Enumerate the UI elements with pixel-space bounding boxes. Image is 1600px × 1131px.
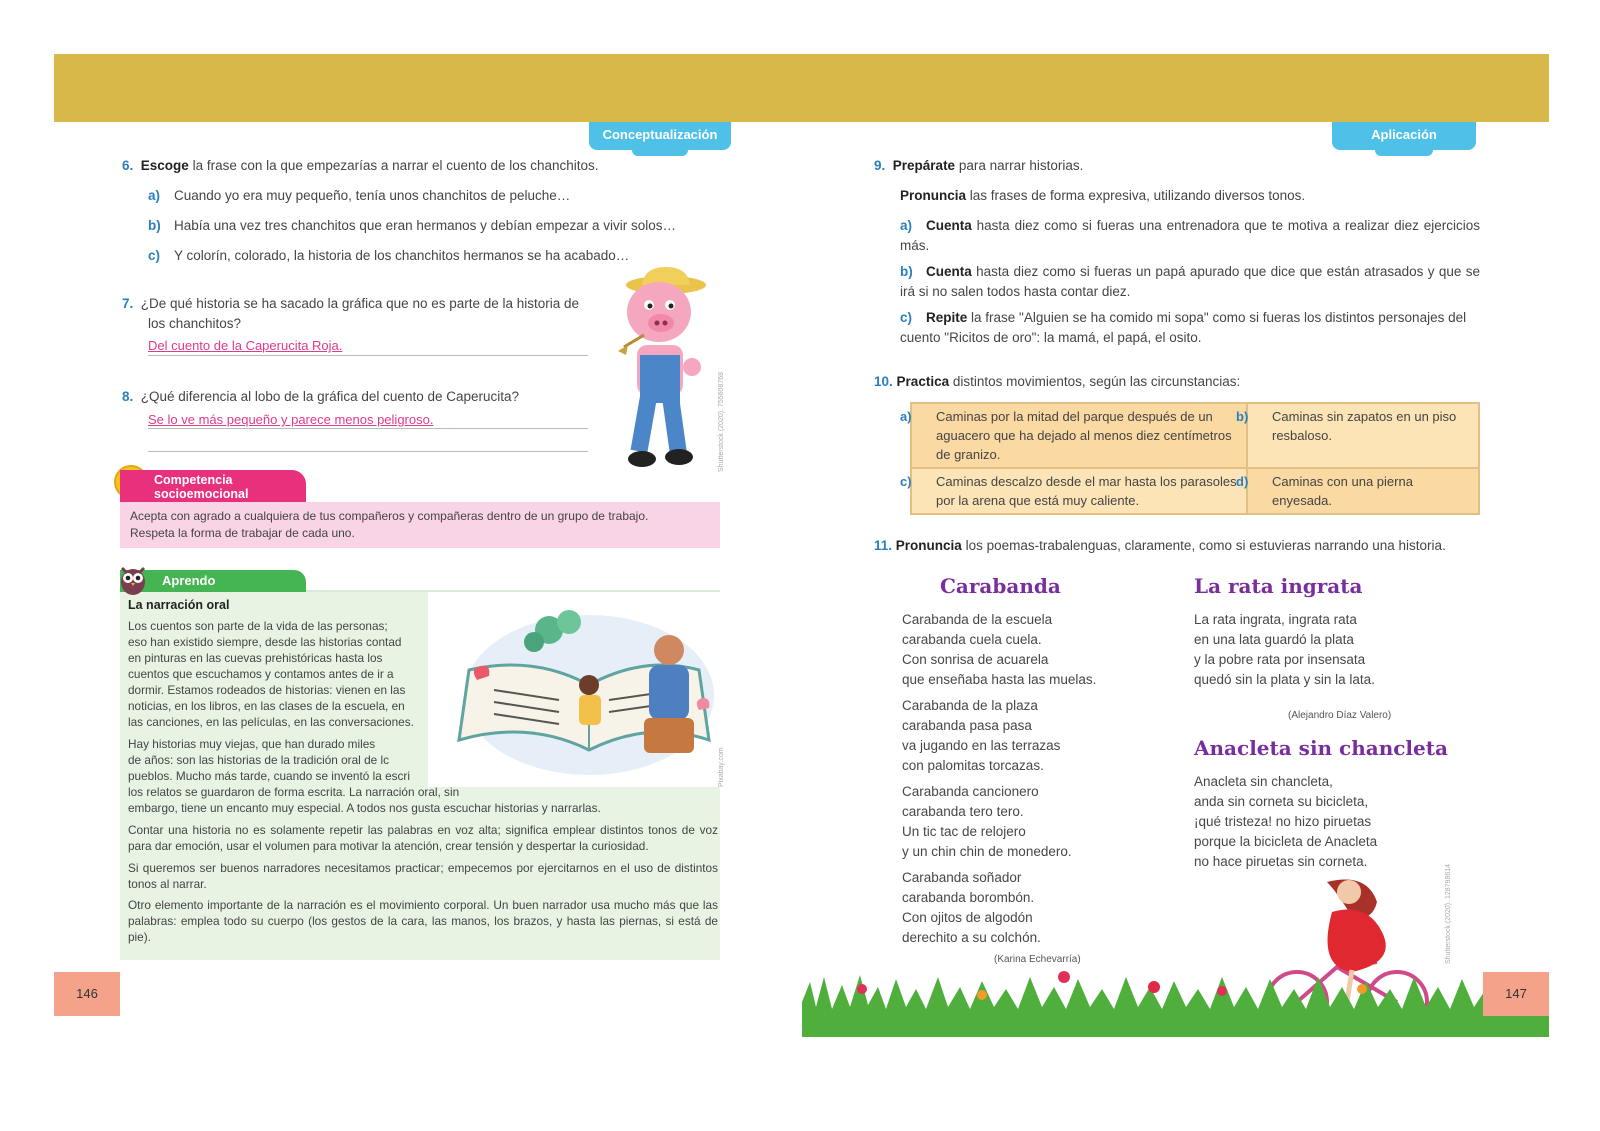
table-cell-c	[900, 468, 1247, 514]
answer-7[interactable]: Del cuento de la Caperucita Roja.	[148, 338, 343, 353]
image-credit-pig: Shutterstock (2020). 755608768	[718, 371, 725, 472]
instruction-verb: Pronuncia	[900, 188, 967, 203]
competencia-title-1: Competencia	[154, 473, 233, 487]
cell-text: Caminas por la mitad del parque después de un aguacero que ha dejado al menos diez centímetros de granizo.	[936, 409, 1232, 462]
poem-line: que enseñaba hasta las muelas.	[902, 672, 1097, 687]
stanza	[902, 696, 1096, 776]
item-text: hasta diez como si fueras un papá apurado que dice que están atrasados y que se irá si no salen todos hasta contar diez.	[900, 264, 1480, 299]
poem-line: carabanda cuela cuela.	[902, 632, 1042, 647]
poem-line: y la pobre rata por insensata	[1194, 652, 1366, 667]
cell-letter: b)	[1236, 409, 1249, 424]
poem-credit-rata: (Alejandro Díaz Valero)	[1288, 710, 1392, 721]
question-number: 8.	[122, 389, 134, 404]
question-7-line2: los chanchitos?	[148, 316, 242, 331]
answer-line	[148, 451, 588, 452]
poem-line: Carabanda de la escuela	[902, 612, 1053, 627]
question-11	[874, 536, 1446, 556]
question-number: 9.	[874, 158, 886, 173]
item-verb: Cuenta	[926, 218, 972, 233]
instruction-verb: Escoge	[140, 158, 189, 173]
movements-table	[900, 402, 1480, 515]
grass-flowers-border	[802, 947, 1549, 1037]
item-a	[900, 216, 1480, 256]
item-text: la frase "Alguien se ha comido mi sopa" como si fueras los distintos personajes del cuento "Ricitos de oro": la mamá, el papá, el osito.	[900, 310, 1467, 345]
owl-icon	[116, 562, 150, 596]
text-line: las canciones, en las películas, en las conversaciones.	[128, 715, 414, 729]
answer-line	[148, 428, 588, 429]
text-line: los relatos se guardaron de forma escrita. La narración oral, sin	[128, 785, 460, 799]
book-spread	[54, 122, 1549, 1037]
question-10	[874, 372, 1240, 392]
item-b	[900, 262, 1480, 302]
option-b[interactable]	[148, 216, 676, 236]
poem-line: Con ojitos de algodón	[902, 910, 1033, 925]
aprendo-header: Aprendo	[120, 570, 306, 592]
option-letter: c)	[148, 248, 161, 263]
poem-line: Carabanda cancionero	[902, 784, 1039, 799]
answer-8[interactable]: Se lo ve más pequeño y parece menos peligroso.	[148, 412, 434, 427]
poem-line: Carabanda de la plaza	[902, 698, 1038, 713]
page-left	[54, 122, 802, 1037]
top-color-band	[54, 54, 1549, 122]
item-letter: b)	[900, 264, 913, 279]
item-verb: Cuenta	[926, 264, 972, 279]
competencia-box	[120, 502, 720, 548]
instruction-verb: Practica	[896, 374, 950, 389]
table-cell-a	[900, 403, 1247, 468]
question-number: 11.	[874, 538, 893, 553]
poem-line: carabanda pasa pasa	[902, 718, 1032, 733]
poem-line: y un chin chin de monedero.	[902, 844, 1072, 859]
poem-line: porque la bicicleta de Anacleta	[1194, 834, 1378, 849]
cell-text: Caminas descalzo desde el mar hasta los parasoles por la arena que está muy caliente.	[936, 474, 1237, 508]
poem-title-anacleta: Anacleta sin chancleta	[1194, 736, 1448, 760]
poem-line: va jugando en las terrazas	[902, 738, 1061, 753]
option-text: Cuando yo era muy pequeño, tenía unos chanchitos de peluche…	[174, 188, 571, 203]
answer-line	[148, 355, 588, 356]
text-line: pueblos. Mucho más tarde, cuando se inventó la escri	[128, 769, 410, 783]
question-text: las frases de forma expresiva, utilizando diversos tonos.	[966, 188, 1306, 203]
question-text: distintos movimientos, según las circunstancias:	[949, 374, 1241, 389]
table-cell-b	[1236, 403, 1479, 468]
item-text: hasta diez como si fueras una entrenadora que te motiva a realizar diez ejercicios más.	[900, 218, 1480, 253]
option-letter: a)	[148, 188, 161, 203]
question-text: los poemas-trabalenguas, claramente, como si estuvieras narrando una historia.	[961, 538, 1446, 553]
instruction-verb: Prepárate	[892, 158, 956, 173]
poem-line: Con sonrisa de acuarela	[902, 652, 1049, 667]
divider	[306, 590, 720, 592]
cell-text: Caminas con una pierna enyesada.	[1272, 474, 1413, 508]
page-number-right: 147	[1483, 972, 1549, 1016]
instruction-verb: Pronuncia	[895, 538, 962, 553]
competencia-title-2: socioemocional	[154, 487, 249, 501]
aprendo-paragraph-1	[128, 618, 428, 730]
item-letter: c)	[900, 310, 913, 325]
competencia-line-2: Respeta la forma de trabajar de cada uno.	[130, 526, 355, 540]
aprendo-paragraph-4: Si queremos ser buenos narradores necesitamos practicar; empecemos por ejercitarnos en el uso de distintos tonos al narrar.	[128, 861, 718, 891]
poem-line: derechito a su colchón.	[902, 930, 1041, 945]
option-text: Había una vez tres chanchitos que eran hermanos y debían empezar a vivir solos…	[174, 218, 677, 233]
question-7	[122, 294, 612, 314]
text-line: en pinturas en las cuevas prehistóricas hasta los	[128, 651, 383, 665]
text-line: eso han existido siempre, desde las historias contad	[128, 635, 402, 649]
poem-line: Un tic tac de relojero	[902, 824, 1026, 839]
question-number: 7.	[122, 296, 134, 311]
poem-line: La rata ingrata, ingrata rata	[1194, 612, 1357, 627]
poem-title-rata-ingrata: La rata ingrata	[1194, 574, 1363, 598]
poem-line: quedó sin la plata y sin la lata.	[1194, 672, 1375, 687]
text-line: Hay historias muy viejas, que han durado miles	[128, 737, 376, 751]
question-text: ¿Qué diferencia al lobo de la gráfica del cuento de Caperucita?	[140, 389, 520, 404]
option-a[interactable]	[148, 186, 570, 206]
option-c[interactable]	[148, 246, 629, 266]
poem-line: carabanda borombón.	[902, 890, 1035, 905]
image-credit-book: Pixabay.com	[718, 747, 725, 787]
cell-letter: d)	[1236, 474, 1249, 489]
question-text: la frase con la que empezarías a narrar el cuento de los chanchitos.	[188, 158, 599, 173]
table-cell-d	[1236, 468, 1479, 514]
question-text: para narrar historias.	[955, 158, 1084, 173]
poem-line: ¡qué tristeza! no hizo piruetas	[1194, 814, 1372, 829]
poem-rata-ingrata	[1194, 610, 1375, 690]
poem-line: en una lata guardó la plata	[1194, 632, 1354, 647]
image-credit-girl: Shutterstock (2020). 128798614	[1445, 863, 1452, 964]
stanza	[902, 868, 1096, 948]
text-line: cuentos que escuchamos y contamos antes de ir a	[128, 667, 394, 681]
page-number-left: 146	[54, 972, 120, 1016]
poem-credit-carabanda: (Karina Echevarría)	[994, 954, 1081, 965]
question-number: 10.	[874, 374, 893, 389]
question-6	[122, 156, 742, 176]
text-line: de años: son las historias de la tradición oral de lc	[128, 753, 389, 767]
poem-anacleta	[1194, 772, 1377, 872]
cell-letter: c)	[900, 474, 912, 489]
cell-text: Caminas sin zapatos en un piso resbaloso.	[1272, 409, 1457, 443]
question-number: 6.	[122, 158, 134, 173]
poem-line: no hace piruetas sin corneta.	[1194, 854, 1368, 869]
cell-letter: a)	[900, 409, 912, 424]
question-8	[122, 387, 612, 407]
tab-aplicacion: Aplicación	[1332, 122, 1476, 150]
poem-line: Carabanda soñador	[902, 870, 1022, 885]
item-verb: Repite	[926, 310, 968, 325]
table-row	[911, 468, 1479, 514]
aprendo-paragraph-5: Otro elemento importante de la narración es el movimiento corporal. Un buen narrador usa mucho más que las palabras: emplea todo su cuerpo (los gestos de la cara, las manos, los brazos, y hasta las piernas, si está de pie).	[128, 898, 718, 944]
poem-line: con palomitas torcazas.	[902, 758, 1044, 773]
tab-conceptualizacion: Conceptualización	[589, 122, 731, 150]
option-text: Y colorín, colorado, la historia de los chanchitos hermanos se ha acabado…	[174, 248, 630, 263]
question-9	[874, 156, 1083, 176]
item-c	[900, 308, 1480, 348]
poem-line: Anacleta sin chancleta,	[1194, 774, 1333, 789]
text-line: embargo, tiene un encanto muy especial. A todos nos gusta escuchar historias y narrarlas.	[128, 801, 601, 815]
poem-title-carabanda: Carabanda	[940, 574, 1061, 598]
storytelling-illustration	[439, 600, 719, 780]
aprendo-paragraph-3: Contar una historia no es solamente repetir las palabras en voz alta; significa emplear distintos tonos de voz para dar emoción, usar el volumen para motivar la atención, crear tensión y despertar la curiosidad.	[128, 823, 718, 853]
poem-line: carabanda tero tero.	[902, 804, 1024, 819]
item-letter: a)	[900, 218, 913, 233]
question-9-sub	[900, 186, 1305, 206]
poem-line: anda sin corneta su bicicleta,	[1194, 794, 1369, 809]
option-letter: b)	[148, 218, 161, 233]
text-line: dormir. Estamos rodeados de historias: vienen en las	[128, 683, 406, 697]
aprendo-heading: La narración oral	[128, 598, 230, 612]
text-line: Los cuentos son parte de la vida de las personas;	[128, 619, 388, 633]
table-row	[911, 403, 1479, 468]
poem-carabanda	[902, 610, 1096, 948]
competencia-line-1: Acepta con agrado a cualquiera de tus compañeros y compañeras dentro de un grupo de trabajo.	[130, 509, 649, 523]
stanza	[902, 782, 1096, 862]
stanza	[902, 610, 1096, 690]
page-right	[802, 122, 1549, 1037]
question-text-line1: ¿De qué historia se ha sacado la gráfica que no es parte de la historia de	[140, 296, 580, 311]
text-line: noticias, en los libros, en las clases de la escuela, en	[128, 699, 405, 713]
pig-farmer-illustration	[604, 267, 724, 477]
competencia-header	[120, 470, 306, 502]
